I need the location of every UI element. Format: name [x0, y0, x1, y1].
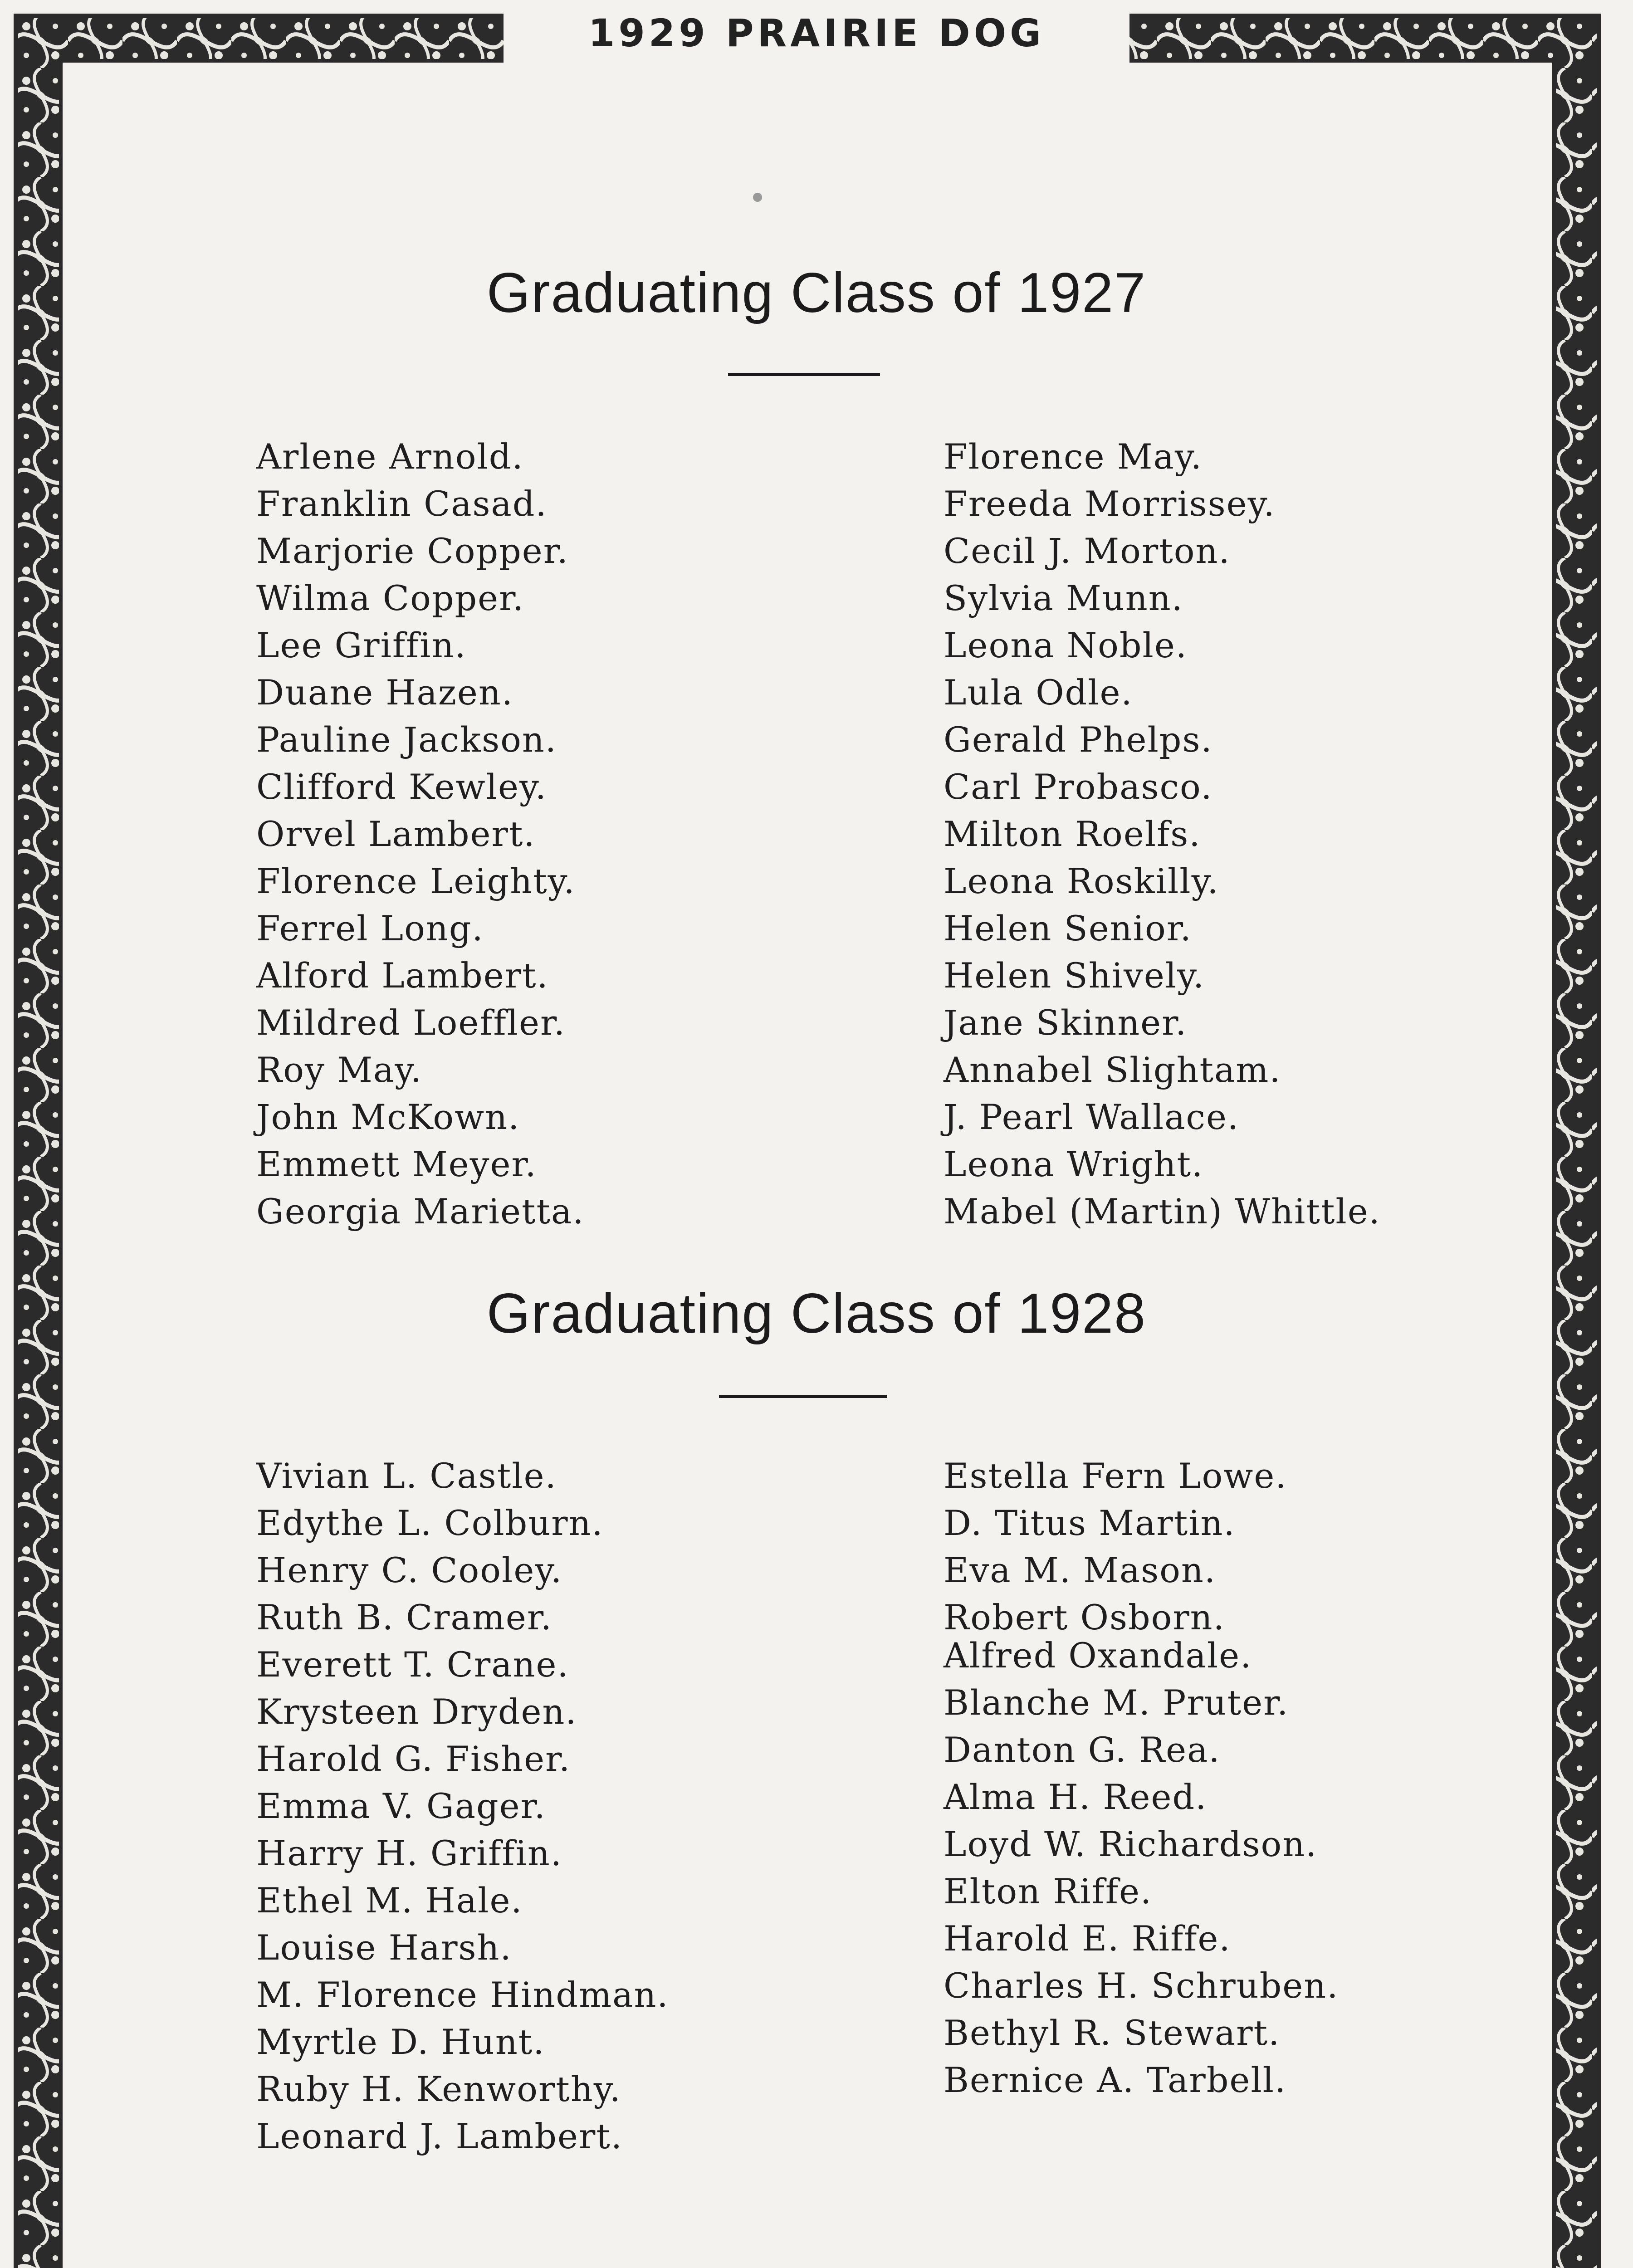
graduate-name: Helen Shively. [944, 955, 1205, 996]
graduate-name: Harold G. Fisher. [256, 1739, 571, 1779]
graduate-name: Ferrel Long. [256, 908, 484, 948]
graduate-name: Freeda Morrissey. [944, 484, 1276, 524]
graduate-name: Robert Osborn. [944, 1597, 1225, 1637]
graduate-name: Lula Odle. [944, 672, 1133, 713]
graduate-name: Danton G. Rea. [944, 1730, 1221, 1770]
ink-speck [753, 193, 762, 202]
class-1927-left-column [256, 433, 585, 1235]
graduate-name: Krysteen Dryden. [256, 1691, 577, 1732]
graduate-name: J. Pearl Wallace. [944, 1097, 1240, 1137]
graduate-name: Franklin Casad. [256, 484, 548, 524]
graduate-name: Mabel (Martin) Whittle. [944, 1191, 1381, 1232]
graduate-name: Eva M. Mason. [944, 1550, 1217, 1590]
graduate-name: Henry C. Cooley. [256, 1550, 563, 1590]
graduate-name: Mildred Loeffler. [256, 1002, 566, 1043]
graduate-name: Duane Hazen. [256, 672, 513, 713]
graduate-name: Carl Probasco. [944, 767, 1213, 807]
graduate-name: Jane Skinner. [944, 1002, 1188, 1043]
class-1928-rule [719, 1395, 887, 1398]
graduate-name: Gerald Phelps. [944, 719, 1213, 760]
graduate-name: Myrtle D. Hunt. [256, 2022, 545, 2062]
graduate-name: Sylvia Munn. [944, 578, 1183, 618]
graduate-name: Milton Roelfs. [944, 814, 1201, 854]
graduate-name: Roy May. [256, 1050, 423, 1090]
graduate-name: Alford Lambert. [256, 955, 549, 996]
graduate-name: Helen Senior. [944, 908, 1192, 948]
graduate-name: Florence Leighty. [256, 861, 576, 901]
graduate-name: Arlene Arnold. [256, 436, 524, 477]
graduate-name: Harold E. Riffe. [944, 1918, 1231, 1959]
graduate-name: Ethel M. Hale. [256, 1880, 523, 1921]
graduate-name: Leona Roskilly. [944, 861, 1219, 901]
graduate-name: Leona Noble. [944, 625, 1188, 665]
graduate-name: Lee Griffin. [256, 625, 467, 665]
graduate-name: Leonard J. Lambert. [256, 2116, 623, 2156]
graduate-name: Wilma Copper. [256, 578, 525, 618]
graduate-name: Emma V. Gager. [256, 1786, 546, 1826]
graduate-name: Clifford Kewley. [256, 767, 547, 807]
graduate-name: Estella Fern Lowe. [944, 1456, 1287, 1496]
graduate-name: Everett T. Crane. [256, 1644, 569, 1685]
graduate-name: Ruby H. Kenworthy. [256, 2069, 621, 2109]
graduate-name: Ruth B. Cramer. [256, 1597, 552, 1637]
graduate-name: Edythe L. Colburn. [256, 1503, 604, 1543]
graduate-name: Emmett Meyer. [256, 1144, 537, 1184]
graduate-name: John McKown. [256, 1097, 520, 1137]
graduate-name: Louise Harsh. [256, 1927, 512, 1968]
graduate-name: Blanche M. Pruter. [944, 1682, 1289, 1723]
graduate-name: D. Titus Martin. [944, 1503, 1236, 1543]
page-header: 1929 PRAIRIE DOG [504, 4, 1129, 63]
graduate-name: Charles H. Schruben. [944, 1965, 1339, 2006]
graduate-name: Florence May. [944, 436, 1203, 477]
graduate-name: Orvel Lambert. [256, 814, 536, 854]
graduate-name: Bernice A. Tarbell. [944, 2060, 1287, 2100]
graduate-name: Pauline Jackson. [256, 719, 557, 760]
class-1928-title: Graduating Class of 1928 [486, 1282, 1147, 1345]
graduate-name: Georgia Marietta. [256, 1191, 585, 1232]
graduate-name: Alfred Oxandale. [944, 1635, 1252, 1676]
class-1928-left-column [256, 1452, 669, 2160]
graduate-name: Leona Wright. [944, 1144, 1204, 1184]
class-1927-rule [728, 373, 880, 376]
graduate-name: Alma H. Reed. [944, 1777, 1208, 1817]
graduate-name: Cecil J. Morton. [944, 531, 1231, 571]
graduate-name: Harry H. Griffin. [256, 1833, 562, 1873]
class-1927-right-column [944, 433, 1381, 1235]
graduate-name: Bethyl R. Stewart. [944, 2013, 1281, 2053]
graduate-name: Vivian L. Castle. [256, 1456, 557, 1496]
graduate-name: Elton Riffe. [944, 1871, 1153, 1911]
graduate-name: M. Florence Hindman. [256, 1975, 669, 2015]
graduate-name: Loyd W. Richardson. [944, 1824, 1318, 1864]
class-1927-title: Graduating Class of 1927 [486, 262, 1147, 324]
graduate-name: Marjorie Copper. [256, 531, 569, 571]
graduate-name: Annabel Slightam. [944, 1050, 1281, 1090]
class-1928-right-column [944, 1452, 1339, 2104]
